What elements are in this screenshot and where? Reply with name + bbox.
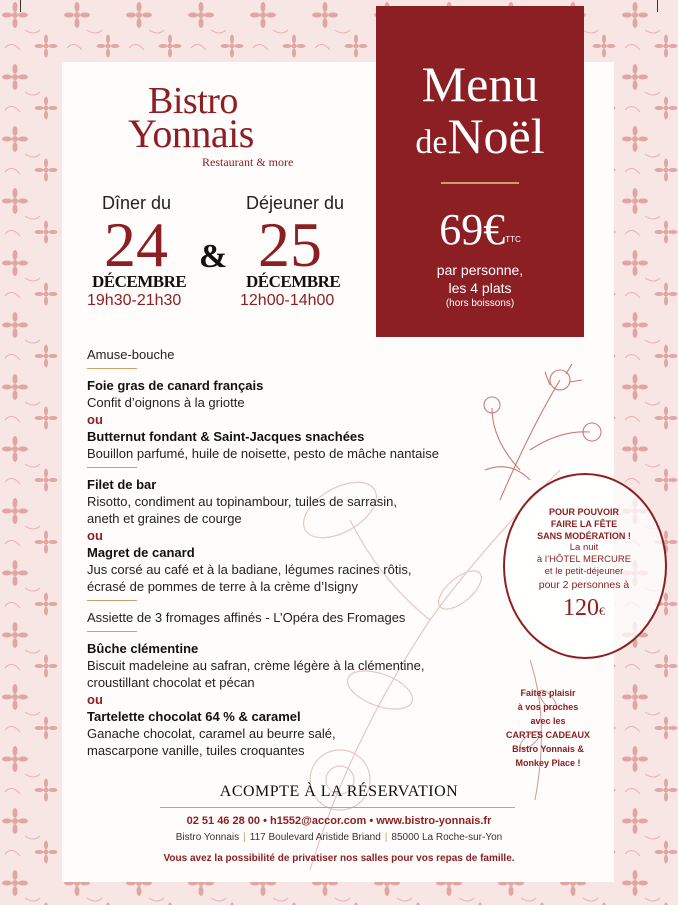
- title-de: de: [415, 124, 448, 161]
- logo-line2: Yonnais: [128, 111, 254, 156]
- dessert1-desc1: Biscuit madeleine au safran, crème légère à la clémentine,: [87, 658, 425, 673]
- gift-line1: Faites plaisir: [520, 688, 576, 698]
- menu-title-box: [376, 6, 584, 337]
- offer-price-amount: 120: [563, 595, 599, 621]
- title-noel: Noël: [447, 108, 545, 164]
- or-word: ou: [87, 528, 103, 543]
- dessert2-desc1: Ganache chocolat, caramel au beurre salé,: [87, 726, 336, 741]
- menu-divider: [87, 368, 137, 369]
- offer-line5: à l’HÔTEL MERCURE: [536, 554, 632, 565]
- lunch-label: Déjeuner du: [246, 193, 345, 213]
- offer-line6: et le petit-déjeuner: [544, 566, 624, 577]
- dessert2-name: Tartelette chocolat 64 % & caramel: [87, 709, 301, 724]
- crop-mark: [20, 0, 21, 12]
- menu-divider: [87, 631, 137, 632]
- gift-line6: Monkey Place !: [515, 758, 581, 768]
- privatize-note: Vous avez la possibilité de privatiser nos salles pour vos repas de famille.: [163, 853, 515, 864]
- footer-divider: [160, 807, 515, 808]
- contact-line: 02 51 46 28 00 • h1552@accor.com • www.bistro-yonnais.fr: [186, 815, 492, 827]
- title-de-noel: [376, 110, 584, 169]
- price-amount: 69€: [439, 205, 506, 254]
- offer-line3: SANS MODÉRATION !: [537, 531, 631, 541]
- starter1-name: Foie gras de canard français: [87, 378, 264, 393]
- amuse-bouche: Amuse-bouche: [87, 347, 175, 362]
- price: [376, 206, 584, 254]
- offer-line4: La nuit: [569, 542, 599, 553]
- logo-line1: Bistro: [148, 80, 238, 122]
- lunch-month: DÉCEMBRE: [246, 272, 341, 291]
- gift-line2: à vos proches: [517, 702, 579, 712]
- address-street: 117 Boulevard Aristide Briand: [249, 832, 381, 843]
- deposit-note: ACOMPTE À LA RÉSERVATION: [219, 783, 459, 800]
- main1-name: Filet de bar: [87, 477, 157, 492]
- cheese-course: Assiette de 3 fromages affinés - L’Opéra des Fromages: [87, 610, 406, 625]
- address-name: Bistro Yonnais: [175, 832, 240, 843]
- dessert1-desc2: croustillant chocolat et pécan: [87, 675, 255, 690]
- main2-name: Magret de canard: [87, 545, 195, 560]
- title-menu: Menu: [421, 56, 539, 112]
- price-per-person: par personne,: [436, 262, 524, 278]
- dinner-hours: 19h30-21h30: [87, 292, 182, 309]
- lunch-hours: 12h00-14h00: [240, 292, 335, 309]
- gift-line3: avec les: [530, 716, 566, 726]
- gift-line5: Bistro Yonnais &: [512, 744, 584, 754]
- price-drinks: (hors boissons): [445, 298, 515, 309]
- address-separator: |: [243, 832, 246, 843]
- offer-line7: pour 2 personnes à: [538, 579, 630, 591]
- menu-divider: [87, 467, 137, 468]
- main1-desc2: aneth et graines de courge: [87, 511, 242, 526]
- price-dishes: les 4 plats: [448, 280, 512, 296]
- main1-desc1: Risotto, condiment au topinambour, tuiles de sarrasin,: [87, 494, 398, 509]
- hotel-offer: [505, 506, 663, 626]
- main2-desc1: Jus corsé au café et à la badiane, légumes racines rôtis,: [87, 562, 412, 577]
- or-word: ou: [87, 692, 103, 707]
- dinner-day: 24: [104, 209, 168, 280]
- offer-price: [505, 593, 663, 626]
- offer-line2: FAIRE LA FÊTE: [550, 519, 618, 529]
- offer-line1: POUR POUVOIR: [548, 507, 619, 517]
- dinner-label: Dîner du: [102, 193, 172, 213]
- starter1-desc: Confit d’oignons à la griotte: [87, 395, 245, 410]
- menu-list: [87, 346, 487, 759]
- or-word: ou: [87, 412, 103, 427]
- main2-desc2: écrasé de pommes de terre à la crème d’Isigny: [87, 579, 358, 594]
- starter2-desc: Bouillon parfumé, huile de noisette, pesto de mâche nantaise: [87, 446, 439, 461]
- dessert1-name: Bûche clémentine: [87, 641, 199, 656]
- address-separator: |: [384, 832, 388, 843]
- address-line: [0, 832, 678, 843]
- logo-tagline: Restaurant & more: [202, 155, 294, 169]
- offer-price-currency: €: [599, 604, 605, 618]
- crop-mark: [657, 0, 658, 12]
- price-ttc: TTC: [505, 235, 521, 244]
- menu-divider: [87, 600, 137, 601]
- starter2-name: Butternut fondant & Saint-Jacques snachées: [87, 429, 365, 444]
- gift-line4: CARTES CADEAUX: [505, 730, 590, 740]
- price-details: [376, 261, 584, 297]
- dessert2-desc2: mascarpone vanille, tuiles croquantes: [87, 743, 305, 758]
- gift-cards: [498, 686, 598, 770]
- gold-divider: [441, 182, 519, 184]
- ampersand: &: [199, 238, 228, 275]
- address-city: 85000 La Roche-sur-Yon: [391, 832, 503, 843]
- dinner-month: DÉCEMBRE: [92, 272, 187, 291]
- lunch-day: 25: [258, 209, 322, 280]
